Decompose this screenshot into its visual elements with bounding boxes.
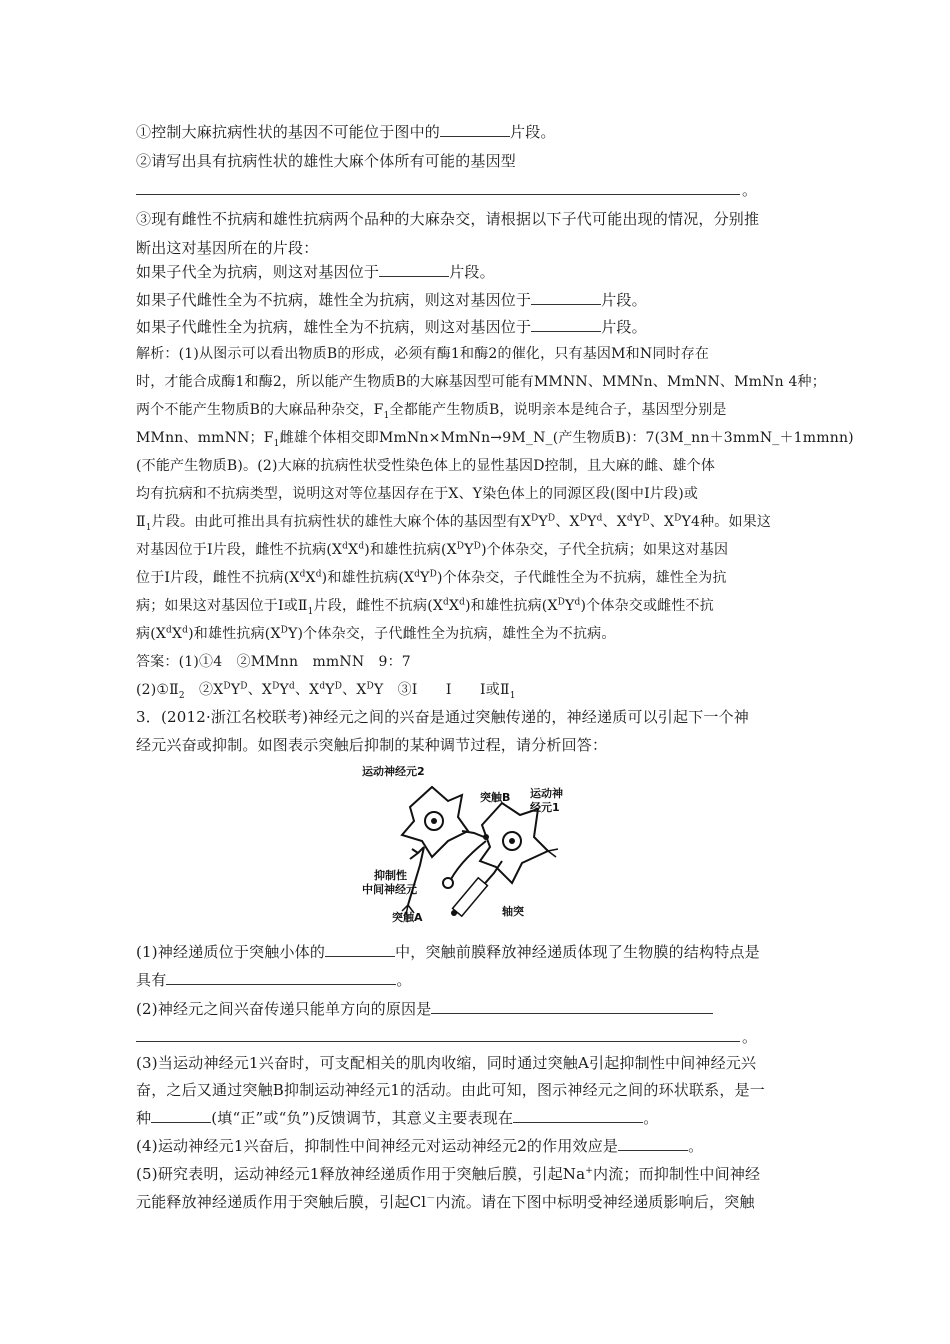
analysis-line-3: 两个不能产生物质B的大麻品种杂交，$F_1$全都能产生物质B，说明亲本是纯合子，基因型分别是 xyxy=(136,402,727,421)
answer-blank[interactable] xyxy=(531,290,601,305)
analysis-line-6: 均有抗病和不抗病类型，说明这对等位基因存在于X、Y染色体上的同源区段(图中Ⅰ片段)或 xyxy=(136,486,699,502)
answer-blank[interactable] xyxy=(431,999,713,1014)
question-3-line-3: 种 (填“正”或“负”)反馈调节，其意义主要表现在 。 xyxy=(136,1109,659,1127)
question-3-line-1: (3)当运动神经元1兴奋时，可支配相关的肌肉收缩，同时通过突触A引起抑制性中间神经元兴 xyxy=(136,1054,757,1072)
answer-rule[interactable] xyxy=(136,1040,740,1042)
analysis-line-8: 对基因位于Ⅰ片段，雌性不抗病$(X^dX^d)$和雄性抗病$(X^DY^D)$个体杂交，子代全抗病；如果这对基因 xyxy=(136,541,729,558)
q2-line-2: ②请写出具有抗病性状的雄性大麻个体所有可能的基因型 xyxy=(136,152,517,170)
label-motor-neuron-2: 运动神经元2 xyxy=(362,765,425,778)
analysis-line-4: MMnn、mmNN；$F_1$雌雄个体相交即MmNn×MmNn→9M_N_(产生物质B)：7(3M_nn＋3mmN_＋1mmnn) xyxy=(136,430,854,449)
question-5-line-1: (5)研究表明，运动神经元1释放神经递质作用于突触后膜，引起Na+内流；而抑制性中间神经 xyxy=(136,1165,761,1183)
q2-line-8: 如果子代雌性全为抗病，雄性全为不抗病，则这对基因位于 片段。 xyxy=(136,318,647,336)
synapse-a-knob xyxy=(451,910,457,916)
question-1-line-1: (1)神经递质位于突触小体的 中，突触前膜释放神经递质体现了生物膜的结构特点是 xyxy=(136,943,760,961)
question-1-line-2: 具有 。 xyxy=(136,971,412,989)
answer-line-2: $(2)①Ⅱ_2$ $②X^DY^D$、$X^DY^d$、$X^dY^D$、$X^DY$ ③Ⅰ Ⅰ Ⅰ或$Ⅱ_1$ xyxy=(136,681,516,701)
label-inhibitory-b: 中间神经元 xyxy=(362,883,417,896)
label-synapse-b: 突触B xyxy=(480,791,511,804)
question-2-end: 。 xyxy=(742,1028,758,1046)
synapse-b-link xyxy=(462,831,484,837)
analysis-line-7: $Ⅱ_1$片段。由此可推出具有抗病性状的雄性大麻个体的基因型有$X^DY^D$、$X^DY^d$、$X^dY^D$、$X^DY4$种。如果这 xyxy=(136,513,772,533)
answer-blank[interactable] xyxy=(513,1108,643,1123)
q2-line-7: 如果子代雌性全为不抗病，雄性全为抗病，则这对基因位于 片段。 xyxy=(136,291,647,309)
answer-blank[interactable] xyxy=(531,317,601,332)
q2-line-4: ③现有雌性不抗病和雄性抗病两个品种的大麻杂交，请根据以下子代可能出现的情况，分别推 xyxy=(136,210,760,228)
neuron-diagram xyxy=(362,765,572,930)
answer-blank[interactable] xyxy=(440,122,510,137)
q2-line-3-end: 。 xyxy=(742,181,758,199)
q3-line-2: 经元兴奋或抑制。如图表示突触后抑制的某种调节过程，请分析回答： xyxy=(136,736,608,754)
question-2-line-1: (2)神经元之间兴奋传递只能单方向的原因是 xyxy=(136,999,713,1019)
answer-line-1: 答案：(1)①4 ②MMnn mmNN 9：7 xyxy=(136,654,411,670)
interneuron-process xyxy=(448,841,486,885)
label-inhibitory-a: 抑制性 xyxy=(374,869,407,882)
q3-line-1: 3．(2012·浙江名校联考)神经元之间的兴奋是通过突触传递的，神经递质可以引起下一个神 xyxy=(136,708,749,726)
label-motor-neuron-1-a: 运动神 xyxy=(530,787,563,800)
label-motor-neuron-1-b: 经元1 xyxy=(530,801,560,814)
synapse-b-knob xyxy=(483,834,489,840)
answer-blank[interactable] xyxy=(166,970,396,985)
answer-blank[interactable] xyxy=(618,1136,688,1151)
neuron1-dendrite xyxy=(548,849,558,857)
label-axon: 轴突 xyxy=(502,905,524,918)
interneuron-body xyxy=(443,878,453,888)
analysis-line-10: 病；如果这对基因位于Ⅰ或$Ⅱ_1$片段，雌性不抗病$(X^dX^d)$和雄性抗病$(X^DY^d)$个体杂交或雌性不抗 xyxy=(136,597,714,617)
analysis-line-11: 病$(X^dX^d)$和雄性抗病$(X^DY)$个体杂交，子代雌性全为抗病，雄性全为不抗病。 xyxy=(136,625,616,642)
question-5-line-2: 元能释放神经递质作用于突触后膜，引起Cl－内流。请在下图中标明受神经递质影响后，突触 xyxy=(136,1193,755,1211)
analysis-line-5: (不能产生物质B)。(2)大麻的抗病性状受性染色体上的显性基因D控制，且大麻的雌、雄个体 xyxy=(136,458,716,474)
q2-line-5: 断出这对基因所在的片段： xyxy=(136,239,319,257)
answer-blank[interactable] xyxy=(379,262,449,277)
analysis-line-2: 时，才能合成酶1和酶2，所以能产生物质B的大麻基因型可能有MMNN、MMNn、MmNN、MmNn 4种； xyxy=(136,374,826,390)
axon-sheath xyxy=(453,878,488,916)
answer-rule[interactable] xyxy=(136,193,740,195)
neuron2-nucleolus xyxy=(431,818,437,824)
analysis-line-9: 位于Ⅰ片段，雌性不抗病$(X^dX^d)$和雄性抗病$(X^dY^D)$个体杂交，子代雌性全为不抗病，雄性全为抗 xyxy=(136,569,727,586)
question-3-line-2: 奋，之后又通过突触B抑制运动神经元1的活动。由此可知，图示神经元之间的环状联系，是一 xyxy=(136,1081,765,1099)
answer-blank[interactable] xyxy=(151,1108,211,1123)
answer-blank[interactable] xyxy=(325,942,395,957)
analysis-line-1: 解析：(1)从图示可以看出物质B的形成，必须有酶1和酶2的催化，只有基因M和N同时存在 xyxy=(136,346,710,362)
neuron1-nucleolus xyxy=(509,838,515,844)
label-synapse-a: 突触A xyxy=(392,911,423,924)
q2-line-1: ①控制大麻抗病性状的基因不可能位于图中的 片段。 xyxy=(136,123,556,141)
question-4: (4)运动神经元1兴奋后，抑制性中间神经元对运动神经元2的作用效应是 。 xyxy=(136,1137,704,1155)
q2-line-6: 如果子代全为抗病，则这对基因位于 片段。 xyxy=(136,263,495,281)
